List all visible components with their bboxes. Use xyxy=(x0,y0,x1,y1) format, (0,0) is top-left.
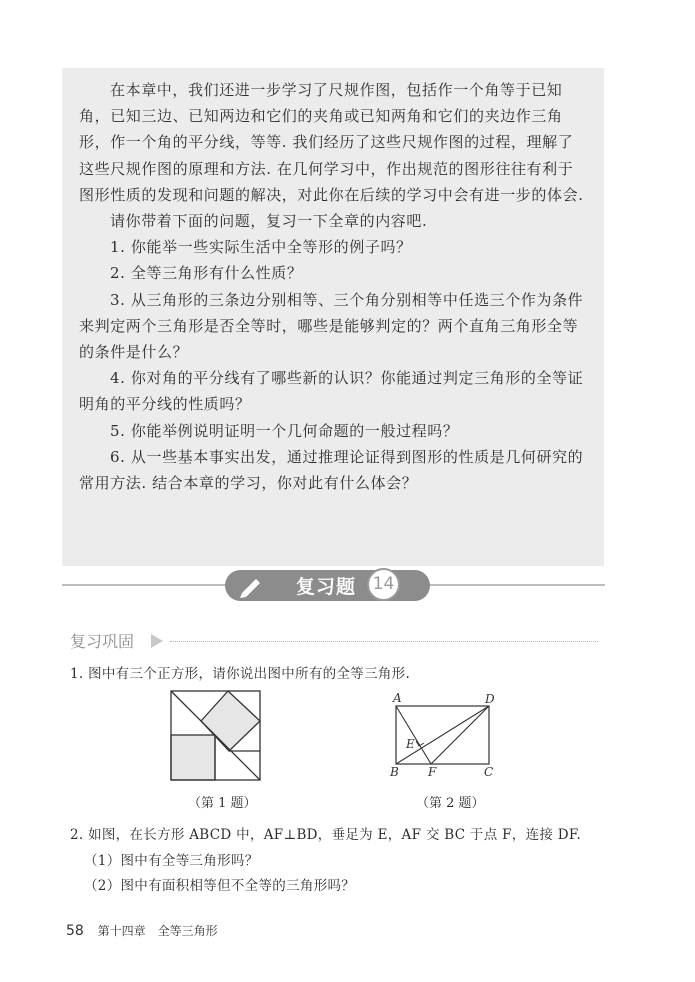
pencil-icon xyxy=(238,573,264,599)
exercise-number-badge: 14 xyxy=(367,568,400,601)
fig1-small-square xyxy=(171,735,215,780)
chapter-title: 第十四章 全等三角形 xyxy=(97,924,218,938)
fig2-label-d: D xyxy=(485,692,495,706)
fig2-segment-af xyxy=(396,706,431,764)
fig2-label-b: B xyxy=(390,765,399,779)
page-footer xyxy=(66,922,218,939)
review-question-5: 5. 你能举例说明证明一个几何命题的一般过程吗？ xyxy=(110,421,459,440)
fig2-diagonal-bd xyxy=(396,706,489,764)
section-arrow-icon xyxy=(151,634,163,648)
question-2-part-1: （1）图中有全等三角形吗？ xyxy=(84,853,259,869)
fig2-label-a: A xyxy=(393,691,402,705)
review-question-3: 3. 从三角形的三条边分别相等、三个角分别相等中任选三个作为条件来判定两个三角形是否全等时，哪些是能够判定的？两个直角三角形全等的条件是什么？ xyxy=(79,290,584,362)
question-2-part-2: （2）图中有面积相等但不全等的三角形吗？ xyxy=(84,878,356,894)
fig2-label-c: C xyxy=(484,765,494,779)
review-question-6: 6. 从一些基本事实出发，通过推理论证得到图形的性质是几何研究的常用方法. 结合本章的学习，你对此有什么体会？ xyxy=(79,447,584,493)
figure-2-caption: （第 2 题） xyxy=(416,796,485,811)
figure-1 xyxy=(170,690,262,782)
figure-2 xyxy=(388,688,508,784)
exercise-title: 复习题 xyxy=(296,576,357,598)
fig2-label-f: F xyxy=(428,765,437,779)
fig2-segment-df xyxy=(431,706,489,764)
question-1: 1. 图中有三个正方形，请你说出图中所有的全等三角形. xyxy=(70,666,411,682)
chapter-summary-box xyxy=(62,68,604,566)
review-question-4: 4. 你对角的平分线有了哪些新的认识？你能通过判定三角形的全等证明角的平分线的性质吗？ xyxy=(79,369,584,414)
page-number: 58 xyxy=(66,923,84,939)
review-question-1: 1. 你能举一些实际生活中全等形的例子吗？ xyxy=(110,238,412,257)
summary-paragraph: 在本章中，我们还进一步学习了尺规作图，包括作一个角等于已知角，已知三边、已知两边和它们的夹角或已知两角和它们的夹边作三角形，作一个角的平分线，等等. 我们经历了这些尺规作图的过程，理解了这些尺规作图的原理和方法. 在几何学习中，作出规范的图形往往有利于图形性质的发现和问题的解决，对此你在后续的学习中会有进一步的体会. xyxy=(79,81,584,204)
figure-1-caption: （第 1 题） xyxy=(188,796,257,811)
review-question-2: 2. 全等三角形有什么性质？ xyxy=(110,264,303,283)
question-2: 2. 如图，在长方形 ABCD 中，AF⊥BD，垂足为 E，AF 交 BC 于点 F，连接 DF. xyxy=(70,827,582,843)
fig2-label-e: E xyxy=(406,737,415,751)
section-dotted-rule xyxy=(170,641,598,642)
summary-prompt: 请你带着下面的问题，复习一下全章的内容吧. xyxy=(110,212,428,231)
section-title: 复习巩固 xyxy=(70,632,135,651)
